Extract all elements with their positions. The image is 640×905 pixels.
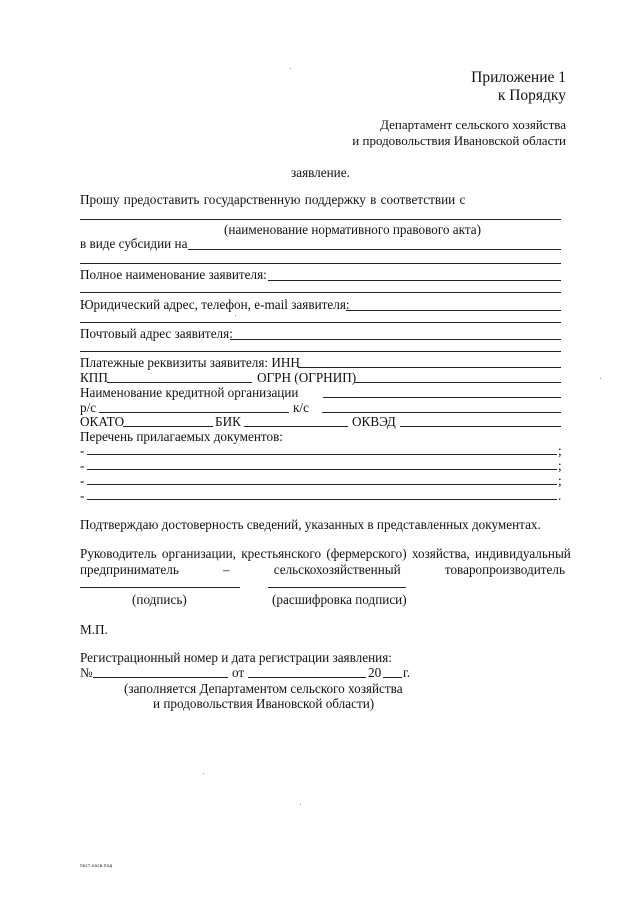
legal-address-label: Юридический адрес, телефон, e-mail заявителя: xyxy=(80,297,350,312)
ks-field[interactable] xyxy=(322,412,561,413)
bik-label: БИК xyxy=(215,414,241,429)
registration-year-field[interactable] xyxy=(383,677,402,678)
registration-note-line1: (заполняется Департаментом сельского хозяйства xyxy=(124,681,403,696)
document-field-2[interactable] xyxy=(87,469,557,470)
stamp-place: М.П. xyxy=(80,622,108,637)
ogrn-field[interactable] xyxy=(355,382,561,383)
document-bullet: - xyxy=(80,458,85,473)
appendix-number: Приложение 1 xyxy=(471,69,566,86)
scan-speck xyxy=(300,804,301,805)
postal-address-field-2[interactable] xyxy=(80,351,561,352)
signature-decoding-caption: (расшифровка подписи) xyxy=(272,592,407,607)
confirmation-text: Подтверждаю достоверность сведений, указанных в представленных документах. xyxy=(80,517,541,532)
document-field-3[interactable] xyxy=(87,484,557,485)
registration-date-field[interactable] xyxy=(248,677,366,678)
signatory-text-line1: Руководитель организации, крестьянского (фермерского) хозяйства, индивидуальный xyxy=(80,546,571,561)
scan-speck xyxy=(235,315,236,316)
registration-year-suffix: г. xyxy=(403,665,411,680)
document-bullet: - xyxy=(80,443,85,458)
payment-details-label: Платежные реквизиты заявителя: ИНН xyxy=(80,355,300,370)
ogrn-label: ОГРН (ОГРНИП) xyxy=(257,370,357,385)
okato-label: ОКАТО xyxy=(80,414,125,429)
department-name-line2: и продовольствия Ивановской области xyxy=(352,133,566,148)
document-title: заявление. xyxy=(291,165,350,180)
signature-caption: (подпись) xyxy=(132,592,187,607)
document-field-1[interactable] xyxy=(87,454,557,455)
department-name-line1: Департамент сельского хозяйства xyxy=(380,117,566,132)
normative-act-field[interactable] xyxy=(80,219,561,220)
request-text: Прошу предоставить государственную поддержку в соответствии с xyxy=(80,192,466,207)
document-field-4[interactable] xyxy=(87,499,557,500)
inn-field[interactable] xyxy=(298,367,561,368)
full-name-field-2[interactable] xyxy=(80,292,561,293)
signatory-word-producer: товаропроизводитель xyxy=(444,562,565,577)
legal-address-field[interactable] xyxy=(346,310,561,311)
credit-org-field[interactable] xyxy=(323,397,561,398)
subsidy-purpose-field[interactable] xyxy=(188,249,561,250)
footer-mark: пост.нaсв.под xyxy=(80,863,113,868)
okved-label: ОКВЭД xyxy=(352,414,396,429)
document-bullet: - xyxy=(80,488,85,503)
document-end-mark: ; xyxy=(558,473,562,488)
signatory-line-1 xyxy=(80,546,571,561)
full-name-label: Полное наименование заявителя: xyxy=(80,267,267,282)
document-end-mark: ; xyxy=(558,458,562,473)
registration-from-word: от xyxy=(232,665,245,680)
scan-speck xyxy=(290,68,291,69)
rs-label: р/с xyxy=(80,400,97,415)
full-name-field[interactable] xyxy=(268,280,561,281)
normative-act-caption: (наименование нормативного правового акта) xyxy=(224,222,482,237)
legal-address-field-2[interactable] xyxy=(80,322,561,323)
kpp-field[interactable] xyxy=(107,382,252,383)
registration-year-prefix: 20 xyxy=(368,665,382,680)
scan-speck xyxy=(600,378,601,379)
signatory-dash: – xyxy=(222,562,230,577)
okato-field[interactable] xyxy=(123,426,213,427)
bik-field[interactable] xyxy=(244,426,348,427)
registration-label: Регистрационный номер и дата регистрации заявления: xyxy=(80,650,392,665)
signatory-word-entrepreneur: предприниматель xyxy=(80,562,179,577)
registration-number-field[interactable] xyxy=(93,677,228,678)
scan-speck xyxy=(203,773,204,774)
signature-decoding-field[interactable] xyxy=(268,587,406,588)
postal-address-label: Почтовый адрес заявителя: xyxy=(80,326,233,341)
credit-org-label: Наименование кредитной организации xyxy=(80,385,299,400)
order-reference: к Порядку xyxy=(497,87,566,104)
registration-number-sign: № xyxy=(80,665,93,680)
signatory-line-2 xyxy=(80,563,565,576)
postal-address-field[interactable] xyxy=(230,339,561,340)
kpp-label: КПП xyxy=(80,370,108,385)
rs-field[interactable] xyxy=(99,412,289,413)
documents-list-label: Перечень прилагаемых документов: xyxy=(80,429,283,444)
document-end-mark: ; xyxy=(558,443,562,458)
signature-field[interactable] xyxy=(80,587,240,588)
subsidy-label: в виде субсидии на xyxy=(80,236,188,251)
registration-note-line2: и продовольствия Ивановской области) xyxy=(153,696,375,711)
signatory-word-agricultural: сельскохозяйственный xyxy=(273,562,401,577)
okved-field[interactable] xyxy=(400,426,561,427)
document-bullet: - xyxy=(80,473,85,488)
document-end-mark: . xyxy=(558,488,562,503)
ks-label: к/с xyxy=(293,400,309,415)
subsidy-purpose-field-2[interactable] xyxy=(80,263,561,264)
